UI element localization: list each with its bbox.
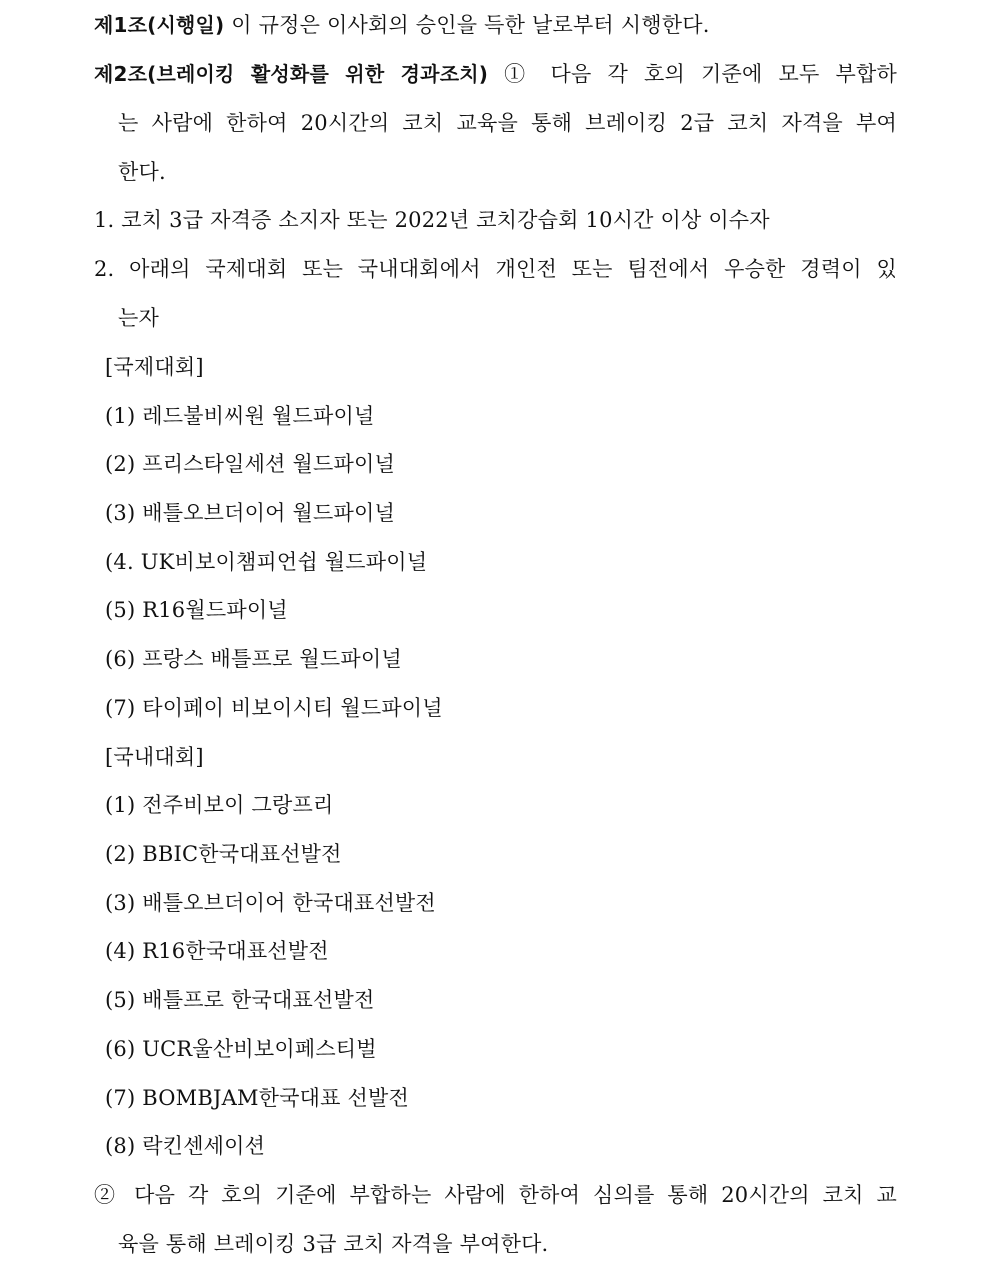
domestic-item-6: (6) UCR울산비보이페스티벌 <box>105 1037 377 1061</box>
article-2-para1-line2: 는 사람에 한하여 20시간의 코치 교육을 통해 브레이킹 2급 코치 자격을 부여 <box>118 111 897 135</box>
article-2-para2-line1: ② 다음 각 호의 기준에 부합하는 사람에 한하여 심의를 통해 20시간의 코치 교 <box>94 1183 897 1207</box>
international-item-5: (5) R16월드파이널 <box>105 598 288 622</box>
domestic-item-4: (4) R16한국대표선발전 <box>105 939 329 963</box>
domestic-item-5: (5) 배틀프로 한국대표선발전 <box>105 988 375 1012</box>
international-item-2: (2) 프리스타일세션 월드파이널 <box>105 452 395 476</box>
article-2-heading: 제2조(브레이킹 활성화를 위한 경과조치) <box>94 62 489 86</box>
international-item-1: (1) 레드불비씨원 월드파이널 <box>105 404 375 428</box>
international-item-4: (4. UK비보이챔피언쉽 월드파이널 <box>105 550 428 574</box>
article-2-first-line <box>94 60 897 88</box>
article-1-title: 제1조(시행일) <box>94 13 225 37</box>
domestic-item-2: (2) BBIC한국대표선발전 <box>105 842 342 866</box>
article-2-para1-line1: ① 다음 각 호의 기준에 모두 부합하 <box>488 62 897 86</box>
article-1-text: 이 규정은 이사회의 승인을 득한 날로부터 시행한다. <box>224 13 710 37</box>
international-item-3: (3) 배틀오브더이어 월드파이널 <box>105 501 395 525</box>
item-1: 1. 코치 3급 자격증 소지자 또는 2022년 코치강습회 10시간 이상 이수자 <box>94 208 770 232</box>
domestic-item-1: (1) 전주비보이 그랑프리 <box>105 793 334 817</box>
international-header: [국제대회] <box>105 355 204 379</box>
article-2-para1-line3: 한다. <box>118 160 166 184</box>
article-2-para2-line2: 육을 통해 브레이킹 3급 코치 자격을 부여한다. <box>118 1232 549 1256</box>
international-item-6: (6) 프랑스 배틀프로 월드파이널 <box>105 647 402 671</box>
domestic-item-7: (7) BOMBJAM한국대표 선발전 <box>105 1086 409 1110</box>
item-2-line2: 는자 <box>118 306 159 330</box>
article-1 <box>94 11 710 39</box>
item-2-line1: 2. 아래의 국제대회 또는 국내대회에서 개인전 또는 팀전에서 우승한 경력이 있 <box>94 257 897 281</box>
international-item-7: (7) 타이페이 비보이시티 월드파이널 <box>105 696 443 720</box>
domestic-item-3: (3) 배틀오브더이어 한국대표선발전 <box>105 891 436 915</box>
domestic-header: [국내대회] <box>105 745 204 769</box>
domestic-item-8: (8) 락킨센세이션 <box>105 1134 266 1158</box>
